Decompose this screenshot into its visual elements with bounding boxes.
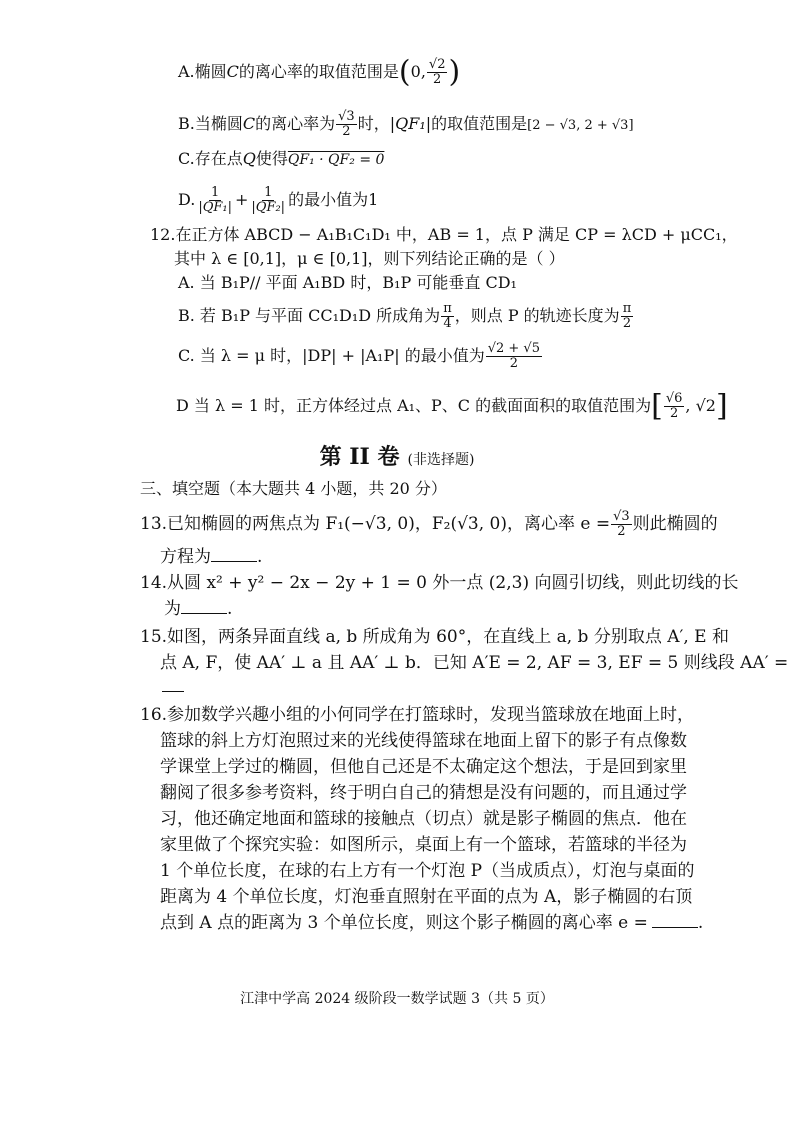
q11-a-text: 的离心率的取值范围是 — [238, 62, 399, 81]
q12-c-pre: C. 当 λ = μ 时，|DP| + |A₁P| 的最小值为 — [178, 346, 485, 365]
q11-d-frac1 — [196, 186, 234, 215]
q11-a-paren-left: ( — [398, 54, 411, 90]
q13-line2-text: 方程为 — [160, 547, 211, 567]
q13-answer-blank[interactable] — [211, 547, 257, 562]
section3-heading: 三、填空题（本大题共 4 小题，共 20 分） — [140, 479, 447, 498]
q11-d-plus: + — [235, 190, 249, 209]
q11-c-expr: QF₁ · QF₂ = 0 — [287, 152, 385, 168]
q11-d-frac1-den: |QF₁| — [198, 200, 232, 215]
q11-b-abs: |QF₁| — [389, 114, 432, 133]
q16-line-5: 习，他还确定地面和篮球的接触点（切点）就是影子椭圆的焦点．他在 — [160, 809, 687, 829]
q11-b-range: [2 − √3, 2 + √3] — [527, 118, 634, 133]
q11-d-frac2 — [249, 186, 287, 215]
q16-line-6: 家里做了个探究实验：如图所示，桌面上有一个篮球，若篮球的半径为 — [160, 835, 687, 855]
q11-c-label: C.存在点 — [178, 149, 243, 168]
q11-option-c — [178, 148, 384, 171]
q12-b-frac2-num: π — [622, 301, 632, 316]
q12-c-frac-den: 2 — [509, 356, 518, 371]
q16-line-3: 学课堂上学过的椭圆，但他自己还是不太确定这个想法，于是回到家里 — [160, 757, 687, 777]
q11-d-frac1-num: 1 — [211, 185, 220, 200]
q14-line1: 14.从圆 x² + y² − 2x − 2y + 1 = 0 外一点 (2,3) 向圆引切线，则此切线的长 — [140, 573, 739, 593]
q11-option-d — [178, 186, 378, 215]
q11-d-frac2-num: 1 — [264, 185, 273, 200]
q12-d-bracket-left: [ — [651, 388, 663, 424]
q11-option-b — [178, 110, 634, 139]
q11-a-frac — [427, 58, 448, 87]
q13-pre: 13.已知椭圆的两焦点为 F₁(−√3, 0)，F₂(√3, 0)，离心率 e = — [140, 514, 611, 534]
q14-line2 — [164, 598, 232, 620]
q12-d-end: , √2 — [685, 396, 716, 415]
part2-title-text: 第 II 卷 — [319, 444, 400, 470]
q12-option-c — [178, 342, 543, 371]
q11-b-text: 的离心率为 — [255, 114, 336, 133]
q12-b-frac2-den: 2 — [622, 316, 632, 331]
q12-d-pre: D 当 λ = 1 时，正方体经过点 A₁、P、C 的截面面积的取值范围为 — [176, 396, 652, 415]
q11-b-label: B.当椭圆 — [178, 114, 243, 133]
q15-line3 — [162, 676, 184, 698]
q12-c-frac-num: √2 + √5 — [487, 341, 540, 356]
q12-line2: 其中 λ ∈ [0,1]，μ ∈ [0,1]，则下列结论正确的是（ ） — [174, 249, 565, 268]
q11-b-end: 的取值范围是 — [431, 114, 528, 133]
q13-line2 — [160, 546, 262, 568]
q12-d-frac — [664, 392, 685, 421]
q16-line-8: 距离为 4 个单位长度，灯泡垂直照射在平面的点为 A，影子椭圆的右顶 — [160, 887, 693, 907]
q13-end: 则此椭圆的 — [632, 514, 718, 534]
q16-line-7: 1 个单位长度，在球的右上方有一个灯泡 P（当成质点），灯泡与桌面的 — [160, 861, 695, 881]
q12-b-frac1 — [441, 302, 454, 331]
part2-subtitle: (非选择题) — [407, 452, 475, 468]
q12-d-bracket-right: ] — [715, 388, 728, 424]
q14-line2-end: . — [227, 599, 233, 619]
q15-answer-blank[interactable] — [162, 677, 184, 692]
q16-line-1: 16.参加数学兴趣小组的小何同学在打篮球时，发现当篮球放在地面上时， — [140, 705, 695, 725]
q12-b-frac1-den: 4 — [443, 316, 452, 331]
q16-line-9 — [160, 912, 703, 934]
q13-line1 — [140, 510, 718, 539]
q11-b-frac-num: √3 — [338, 109, 355, 124]
q12-b-mid: ，则点 P 的轨迹长度为 — [454, 306, 620, 325]
q12-b-pre: B. 若 B₁P 与平面 CC₁D₁D 所成角为 — [178, 306, 441, 325]
q11-a-frac-den: 2 — [433, 72, 442, 87]
q11-a-label: A.椭圆 — [178, 62, 227, 81]
q11-b-frac — [336, 110, 357, 139]
q16-line-4: 翻阅了很多参考资料，终于明白自己的猜想是没有问题的，而且通过学 — [160, 783, 687, 803]
q16-line-2: 篮球的斜上方灯泡照过来的光线使得篮球在地面上留下的影子有点像数 — [160, 731, 687, 751]
q11-d-end: 的最小值为1 — [288, 190, 379, 209]
q14-line2-text: 为 — [164, 599, 181, 619]
q11-b-when: 时， — [357, 114, 390, 133]
q13-frac — [611, 510, 632, 539]
q12-option-b — [178, 302, 634, 331]
q12-b-frac1-num: π — [443, 301, 452, 316]
q16-line-9-text: 点到 A 点的距离为 3 个单位长度，则这个影子椭圆的离心率 e = — [160, 913, 648, 933]
q16-end: . — [697, 913, 704, 933]
q13-frac-num: √3 — [613, 509, 630, 524]
q11-c-q: Q — [242, 149, 256, 168]
q15-line1: 15.如图，两条异面直线 a, b 所成角为 60°，在直线上 a, b 分别取点 A′, E 和 — [140, 627, 729, 647]
q11-b-c: C — [242, 114, 256, 133]
q11-d-label: D. — [178, 190, 196, 209]
page-footer: 江津中学高 2024 级阶段一数学试题 3（共 5 页） — [240, 991, 554, 1007]
q11-a-range-left: 0, — [410, 62, 426, 81]
q11-c-text: 使得 — [255, 149, 288, 168]
q12-d-frac-num: √6 — [665, 391, 683, 406]
q13-frac-den: 2 — [617, 524, 626, 539]
q12-option-a: A. 当 B₁P// 平面 A₁BD 时，B₁P 可能垂直 CD₁ — [178, 273, 517, 292]
q11-option-a — [178, 54, 461, 90]
part2-title — [0, 440, 794, 471]
q13-line2-end: . — [257, 547, 263, 567]
q11-b-frac-den: 2 — [342, 124, 351, 139]
q15-line2: 点 A, F，使 AA′ ⊥ a 且 AA′ ⊥ b．已知 A′E = 2, AF = 3, EF = 5 则线段 AA′ = — [160, 653, 789, 673]
q11-d-frac2-den: |QF₂| — [251, 200, 286, 215]
q12-c-frac — [486, 342, 542, 371]
q14-answer-blank[interactable] — [181, 599, 227, 614]
q12-option-d — [176, 388, 728, 424]
q16-answer-blank[interactable] — [652, 913, 698, 928]
q12-d-frac-den: 2 — [670, 406, 679, 421]
q12-b-frac2 — [621, 302, 634, 331]
q11-a-c: C — [226, 62, 239, 81]
q12-line1: 12.在正方体 ABCD − A₁B₁C₁D₁ 中，AB = 1，点 P 满足 CP = λCD + μCC₁， — [150, 225, 738, 244]
q11-a-frac-num: √2 — [428, 57, 446, 72]
q11-a-paren-right: ) — [448, 54, 461, 90]
